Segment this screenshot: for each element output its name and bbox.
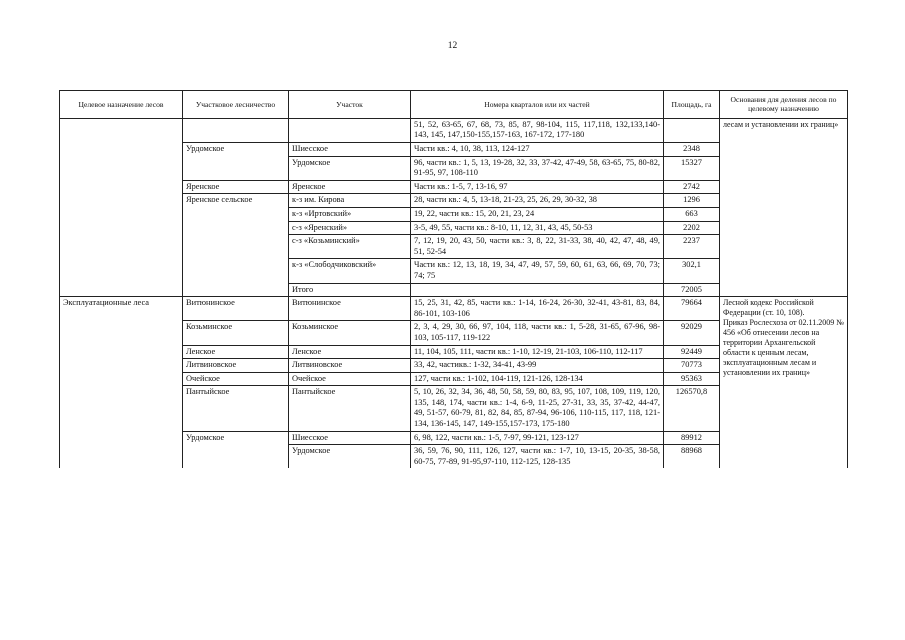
quarters-cell: Части кв.: 4, 10, 38, 113, 124-127 xyxy=(411,143,664,157)
forestry-cell: Яренское xyxy=(183,180,289,194)
forestry-cell: Очейское xyxy=(183,372,289,386)
district-cell: Шиесское xyxy=(289,431,411,445)
quarters-cell: 19, 22, части кв.: 15, 20, 21, 23, 24 xyxy=(411,207,664,221)
forestry-cell: Яренское сельское xyxy=(183,194,289,297)
quarters-cell: 5, 10, 26, 32, 34, 36, 48, 50, 58, 59, 80, 83, 95, 107, 108, 109, 119, 120, 135, 148, 174, части кв.: 1-4, 6-9, 11-25, 27-31, 33, 35, 37-42, 44-47, 49, 51-57, 60-79, 81, 82, 84, 85, 87-94, 96-106, 110-115, 117, 118, 121-134, 136-145, 147, 149-155,157-173, 175-180 xyxy=(411,386,664,431)
basis-cell xyxy=(720,118,848,296)
header-area: Площадь, га xyxy=(664,91,720,119)
district-cell: Шиесское xyxy=(289,143,411,157)
quarters-cell: 33, 42, частикв.: 1-32, 34-41, 43-99 xyxy=(411,359,664,373)
district-cell xyxy=(289,118,411,142)
header-forestry: Участковое лесничество xyxy=(183,91,289,119)
forestry-cell: Витюнинское xyxy=(183,297,289,321)
forestry-cell: Урдомское xyxy=(183,143,289,157)
area-cell: 663 xyxy=(664,207,720,221)
area-cell: 2348 xyxy=(664,143,720,157)
table-row xyxy=(60,118,848,142)
district-cell: Пантыйское xyxy=(289,386,411,431)
page-number: 12 xyxy=(447,41,458,51)
district-cell: к-з «Иртовский» xyxy=(289,207,411,221)
district-cell: Литвиновское xyxy=(289,359,411,373)
district-cell: с-з «Козьминский» xyxy=(289,235,411,259)
forestry-cell: Козьминское xyxy=(183,321,289,345)
table-row xyxy=(60,297,848,321)
basis-text: Лесной кодекс Российской Федерации (ст. 10, 108). xyxy=(723,298,814,318)
quarters-cell: 6, 98, 122, части кв.: 1-5, 7-97, 99-121, 123-127 xyxy=(411,431,664,445)
district-cell: к-з им. Кирова xyxy=(289,194,411,208)
quarters-cell: 28, части кв.: 4, 5, 13-18, 21-23, 25, 26, 29, 30-32, 38 xyxy=(411,194,664,208)
district-cell: с-з «Яренский» xyxy=(289,221,411,235)
area-cell xyxy=(664,118,720,142)
district-cell: Урдомское xyxy=(289,156,411,180)
forestry-cell: Урдомское xyxy=(183,431,289,468)
area-cell: 88968 xyxy=(664,445,720,469)
area-cell: 70773 xyxy=(664,359,720,373)
district-cell: Витюнинское xyxy=(289,297,411,321)
forestry-cell xyxy=(183,118,289,142)
area-cell: 79664 xyxy=(664,297,720,321)
area-cell: 2202 xyxy=(664,221,720,235)
quarters-cell xyxy=(411,283,664,297)
forestry-cell: Ленское xyxy=(183,345,289,359)
area-cell: 15327 xyxy=(664,156,720,180)
table-header-row xyxy=(60,91,848,119)
quarters-cell: 96, части кв.: 1, 5, 13, 19-28, 32, 33, 37-42, 47-49, 58, 63-65, 75, 80-82, 91-95, 97, 108-110 xyxy=(411,156,664,180)
district-cell: Козьминское xyxy=(289,321,411,345)
purpose-cell xyxy=(60,118,183,296)
district-cell: Ленское xyxy=(289,345,411,359)
area-cell: 126570,8 xyxy=(664,386,720,431)
area-cell: 92029 xyxy=(664,321,720,345)
basis-cell xyxy=(720,297,848,469)
district-cell: Очейское xyxy=(289,372,411,386)
quarters-cell: Части кв.: 12, 13, 18, 19, 34, 47, 49, 57, 59, 60, 61, 63, 66, 69, 70, 73; 74; 75 xyxy=(411,259,664,283)
district-cell: к-з «Слободчиковский» xyxy=(289,259,411,283)
forestry-cell xyxy=(183,156,289,180)
quarters-cell: 127, части кв.: 1-102, 104-119, 121-126, 128-134 xyxy=(411,372,664,386)
purpose-cell: Эксплуатационные леса xyxy=(60,297,183,469)
quarters-cell: Части кв.: 1-5, 7, 13-16, 97 xyxy=(411,180,664,194)
quarters-cell: 3-5, 49, 55, части кв.: 8-10, 11, 12, 31, 43, 45, 50-53 xyxy=(411,221,664,235)
quarters-cell: 7, 12, 19, 20, 43, 50, части кв.: 3, 8, 22, 31-33, 38, 40, 42, 47, 48, 49, 51, 52-54 xyxy=(411,235,664,259)
quarters-cell: 15, 25, 31, 42, 85, части кв.: 1-14, 16-24, 26-30, 32-41, 43-81, 83, 84, 86-101, 103-106 xyxy=(411,297,664,321)
total-area: 72005 xyxy=(664,283,720,297)
header-basis: Основания для деления лесов по целевому назначению xyxy=(720,91,848,119)
area-cell: 302,1 xyxy=(664,259,720,283)
quarters-cell: 36, 59, 76, 90, 111, 126, 127, части кв.: 1-7, 10, 13-15, 20-35, 38-58, 60-75, 77-89, 91-95,97-110, 112-125, 128-135 xyxy=(411,445,664,469)
district-cell: Урдомское xyxy=(289,445,411,469)
area-cell: 95363 xyxy=(664,372,720,386)
basis-text: Приказ Рослесхоза от 02.11.2009 № 456 «Об отнесении лесов на территории Архангельской области к ценным лесам, эксплуатационным лесам и установлении их границ» xyxy=(723,318,844,378)
area-cell: 1296 xyxy=(664,194,720,208)
basis-text: лесам и установлении их границ» xyxy=(723,119,839,129)
area-cell: 2742 xyxy=(664,180,720,194)
forest-division-table xyxy=(59,90,848,468)
quarters-cell: 11, 104, 105, 111, части кв.: 1-10, 12-19, 21-103, 106-110, 112-117 xyxy=(411,345,664,359)
header-purpose: Целевое назначение лесов xyxy=(60,91,183,119)
header-district: Участок xyxy=(289,91,411,119)
area-cell: 92449 xyxy=(664,345,720,359)
quarters-cell: 51, 52, 63-65, 67, 68, 73, 85, 87, 98-104, 115, 117,118, 132,133,140-143, 145, 147,150-155,157-163, 167-172, 177-180 xyxy=(411,118,664,142)
quarters-cell: 2, 3, 4, 29, 30, 66, 97, 104, 118, части кв.: 1, 5-28, 31-65, 67-96, 98-103, 105-117, 119-122 xyxy=(411,321,664,345)
district-cell: Яренское xyxy=(289,180,411,194)
forestry-cell: Литвиновское xyxy=(183,359,289,373)
area-cell: 89912 xyxy=(664,431,720,445)
total-label: Итого xyxy=(289,283,411,297)
area-cell: 2237 xyxy=(664,235,720,259)
header-quarters: Номера кварталов или их частей xyxy=(411,91,664,119)
forestry-cell: Пантыйское xyxy=(183,386,289,431)
